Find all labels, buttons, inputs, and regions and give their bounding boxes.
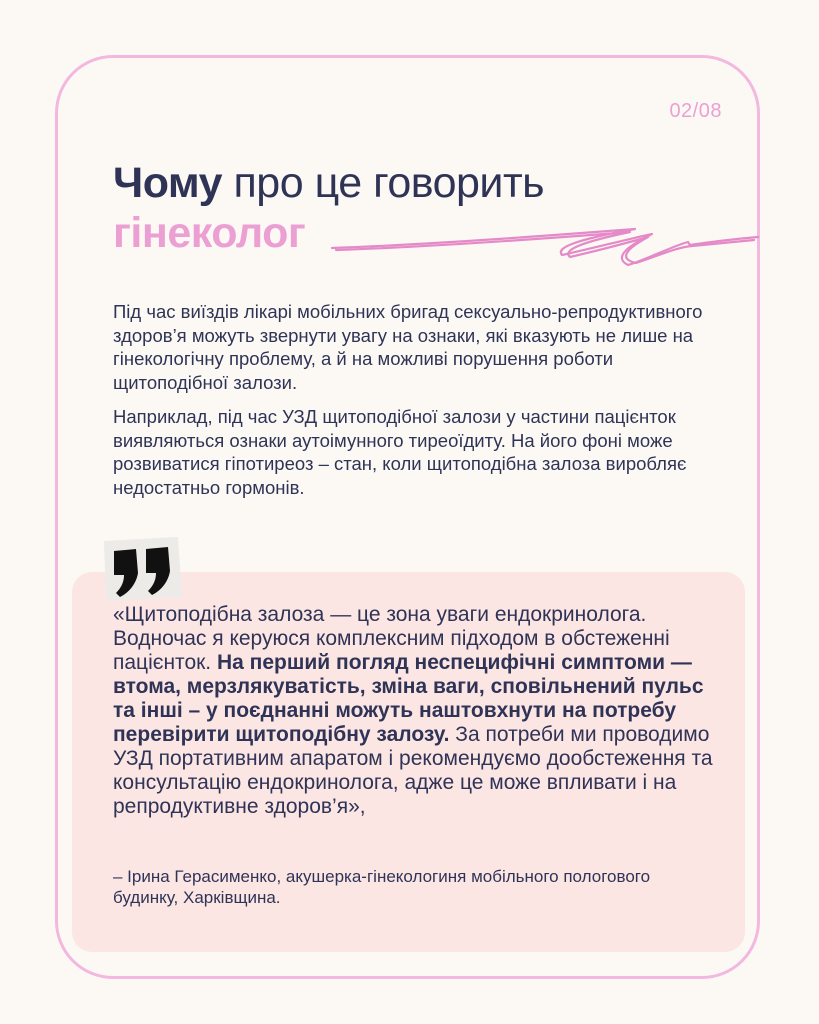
title-bold: Чому [113, 159, 223, 207]
quote-part1: «Щитоподібна залоза — це зона уваги ендокринолога. Водночас я керуюся комплексним підходом в обстеженні пацієнток. [113, 603, 670, 674]
quote-part2: За потреби ми проводимо УЗД портативним апаратом і рекомендуємо дообстеження та консультацію ендокринолога, адже це може впливати і на репродуктивне здоров’я», [113, 723, 713, 818]
quote-mark-icon [100, 535, 184, 605]
squiggle-decoration [330, 215, 760, 275]
quote-text [113, 603, 713, 819]
title-rest: про це говорить [222, 159, 545, 207]
title-accent: гінеколог [113, 209, 306, 257]
quote-attribution: – Ірина Герасименко, акушерка-гінекологиня мобільного пологового будинку, Харківщина. [113, 867, 651, 907]
intro-paragraph: Під час виїздів лікарі мобільних бригад сексуально-репродуктивного здоров’я можуть звернути увагу на ознаки, які вказують не лише на гінекологічну проблему, а й на можливі порушення роботи щитоподібної залози. [113, 301, 703, 393]
page-number: 02/08 [669, 100, 722, 122]
example-paragraph: Наприклад, під час УЗД щитоподібної залози у частини пацієнток виявляються ознаки аутоімунного тиреоїдиту. На його фоні може розвиватися гіпотиреоз – стан, коли щитоподібна залоза виробляє недостатньо гормонів. [113, 406, 687, 498]
quote-bold: На перший погляд неспецифічні симптоми — втома, мерзлякуватість, зміна ваги, сповільнений пульс та інші – у поєднанні можуть наштовхнути на потребу перевірити щитоподібну залозу. [113, 651, 704, 746]
